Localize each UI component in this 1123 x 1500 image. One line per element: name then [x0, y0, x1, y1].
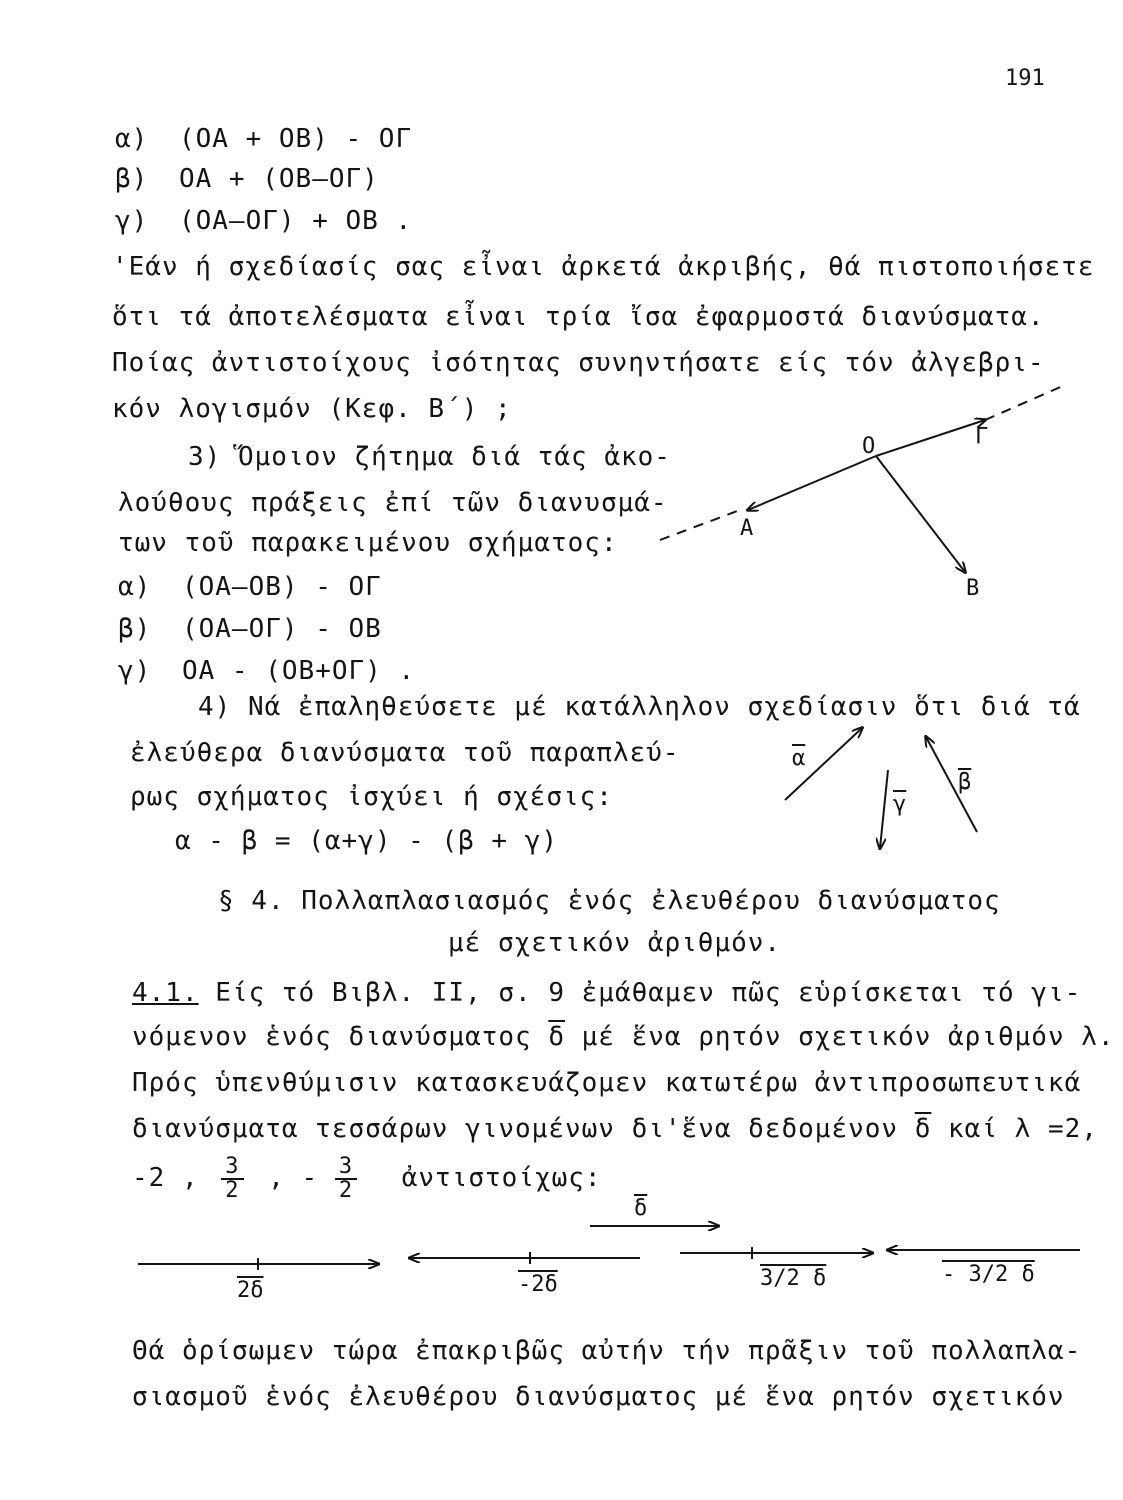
point-label-b: B	[966, 576, 980, 601]
paragraph-line: Πρός ὑπενθύμισιν κατασκευάζομεν κατωτέρω ἀντιπροσωπευτικά	[132, 1068, 1082, 1098]
item-mark: γ)	[118, 656, 152, 686]
point-label-gamma: Γ	[975, 424, 989, 449]
paragraph-line: ἐλεύθερα διανύσματα τοῦ παραπλεύ-	[130, 738, 680, 768]
vector-label-beta: $\overline{\beta}$	[958, 770, 972, 795]
subsection-number: 4.1.	[132, 978, 199, 1008]
vector-label-2delta: 2δ	[237, 1278, 264, 1303]
paragraph-line: των τοῦ παρακειμένου σχήματος:	[118, 528, 618, 558]
item-expression: OA - (OB+OΓ) .	[181, 656, 416, 686]
section-subtitle: μέ σχετικόν ἀριθμόν.	[448, 928, 782, 958]
item-expression: (OA + OB) - OΓ	[178, 124, 413, 154]
fraction-three-halves: $\frac{3}{2}$	[335, 1156, 357, 1202]
paragraph-text: Είς τό Βιβλ. ΙΙ, σ. 9 ἐμάθαμεν πῶς εὑρίσκεται τό γι-	[215, 978, 1082, 1008]
paragraph-text: , -	[268, 1163, 319, 1193]
paragraph-line: σιασμοῦ ἑνός ἐλευθέρου διανύσματος μέ ἕνα ρητόν σχετικόν	[132, 1382, 1065, 1412]
paragraph-line: κόν λογισμόν (Κεφ. Β΄) ;	[112, 394, 512, 424]
vector-relation: α - β = (α+γ) - (β + γ)	[175, 826, 559, 856]
paragraph-line: Ποίας ἀντιστοίχους ἰσότητας συνηντήσατε είς τόν ἀλγεβρι-	[112, 348, 1045, 378]
item-mark: α)	[115, 124, 149, 154]
paragraph-line: ρως σχήματος ἰσχύει ή σχέσις:	[130, 782, 613, 812]
paragraph-line: 'Εάν ή σχεδίασίς σας εἶναι ἀρκετά ἀκριβής, θά πιστοποιήσετε	[112, 252, 1095, 282]
point-label-a: A	[740, 516, 754, 541]
item-mark: β)	[115, 164, 149, 194]
paragraph-line: 4) Νά ἐπαληθεύσετε μέ κατάλληλον σχεδίασιν ὅτι διά τά	[198, 692, 1081, 722]
paragraph-text: ἀντιστοίχως:	[401, 1163, 602, 1193]
vector-symbol-delta: $\overline{\delta}$	[914, 1114, 932, 1144]
vector-label-delta: $\overline{\delta}$	[634, 1196, 648, 1221]
paragraph-text: διανύσματα τεσσάρων γινομένων δι'ἕνα δεδομένον	[132, 1114, 899, 1144]
item-expression: (OA–OΓ) + OB .	[178, 206, 413, 236]
item-mark: β)	[118, 614, 152, 644]
vector-label-minus-three-halves-delta: - 3/2 δ	[942, 1262, 1035, 1287]
paragraph-text: καί λ =2,	[948, 1114, 1098, 1144]
vector-label-minus-2delta: -2δ	[518, 1272, 558, 1297]
paragraph-text: νόμενον ἑνός διανύσματος	[132, 1022, 532, 1052]
item-expression: (OA–OB) - OΓ	[181, 572, 382, 602]
fraction-three-halves: $\frac{3}{2}$	[221, 1156, 243, 1202]
page-number: 191	[1005, 66, 1045, 91]
point-label-o: O	[862, 434, 876, 459]
vector-symbol-delta: $\overline{\delta}$	[548, 1022, 565, 1052]
vector-label-three-halves-delta: 3/2 δ	[760, 1266, 827, 1291]
paragraph-text: -2 ,	[132, 1163, 199, 1193]
paragraph-line: ὅτι τά ἀποτελέσματα εἶναι τρία ἴσα ἐφαρμοστά διανύσματα.	[112, 302, 1045, 332]
paragraph-line: Θά ὁρίσωμεν τώρα ἐπακριβῶς αὐτήν τήν πρᾶξιν τοῦ πολλαπλα-	[132, 1336, 1082, 1366]
item-expression: (OA–OΓ) - OB	[181, 614, 382, 644]
item-mark: γ)	[115, 206, 149, 236]
section-title: § 4. Πολλαπλασιασμός ἑνός ἐλευθέρου διανύσματος	[218, 886, 1001, 916]
paragraph-line: λούθους πράξεις ἐπί τῶν διανυσμά-	[118, 488, 668, 518]
vector-label-gamma: $\overline{\gamma}$	[893, 792, 907, 817]
item-mark: α)	[118, 572, 152, 602]
item-expression: OA + (OB–OΓ)	[178, 164, 379, 194]
vector-label-alpha: $\overline{\alpha}$	[792, 746, 806, 771]
paragraph-line: 3) Ὅμοιον ζήτημα διά τάς ἀκο-	[188, 442, 671, 472]
paragraph-text: μέ ἕνα ρητόν σχετικόν ἀριθμόν λ.	[581, 1022, 1115, 1052]
